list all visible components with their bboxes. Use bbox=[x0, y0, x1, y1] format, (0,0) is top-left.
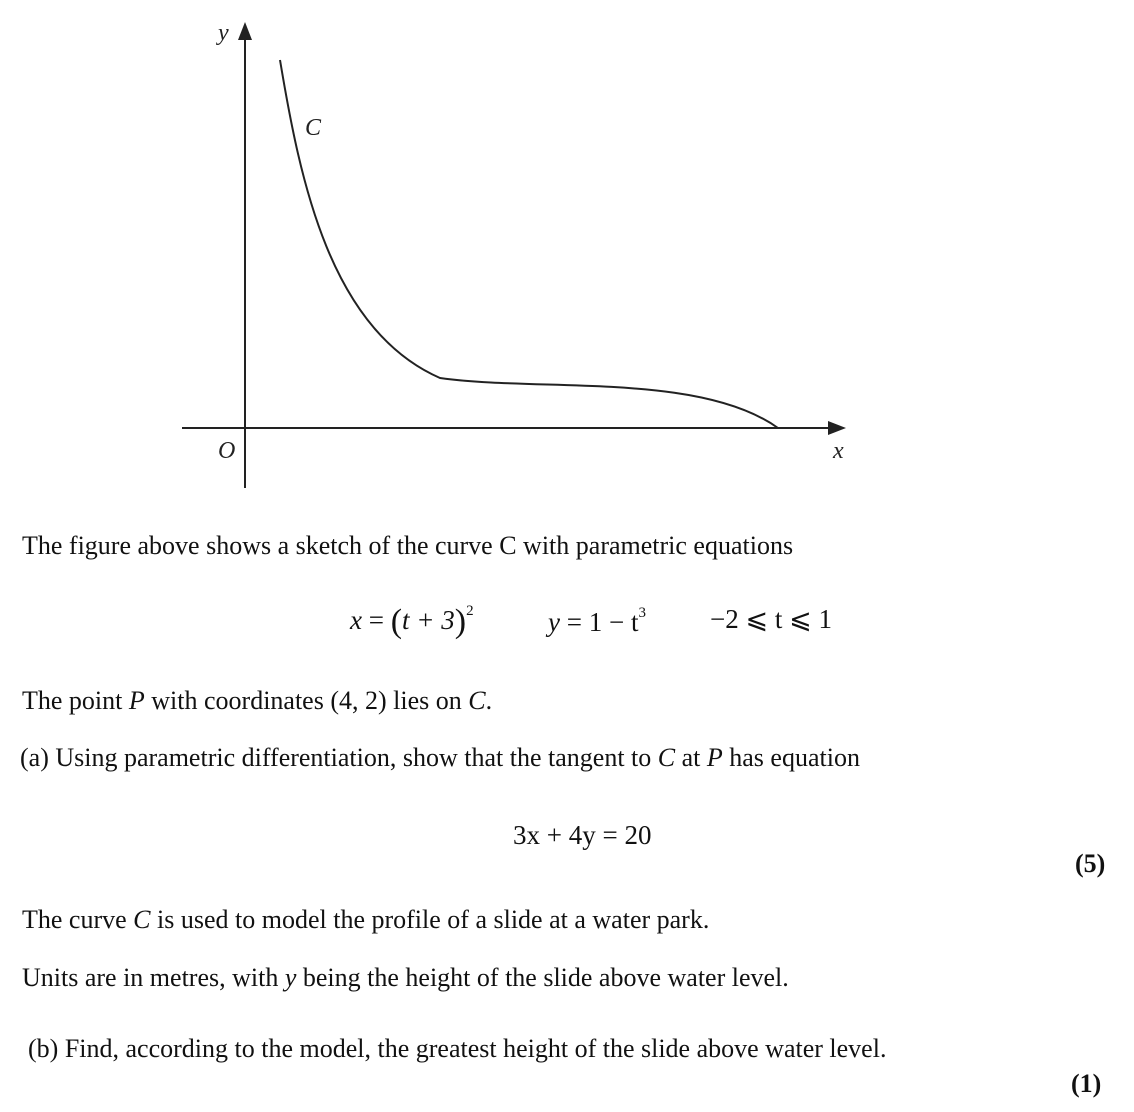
model-text-part2: is used to model the profile of a slide at a water park. bbox=[150, 905, 710, 934]
point-p: P bbox=[128, 686, 145, 715]
part-b-marks: (1) bbox=[1071, 1069, 1102, 1098]
model-text bbox=[22, 907, 709, 933]
point-text bbox=[22, 688, 492, 714]
y-axis-label: y bbox=[218, 20, 229, 46]
y-axis-arrow-icon bbox=[238, 22, 252, 40]
t-range: −2 ⩽ t ⩽ 1 bbox=[710, 604, 832, 634]
part-a-suffix: has equation bbox=[722, 743, 860, 772]
x-axis-arrow-icon bbox=[828, 421, 846, 435]
y-eq-rhs: 1 − t bbox=[588, 607, 639, 637]
curve-label: C bbox=[305, 115, 322, 141]
units-text bbox=[22, 965, 789, 991]
x-eq-lhs: x bbox=[350, 605, 362, 635]
y-equation: $y = 1 - t^3$ bbox=[548, 605, 646, 637]
x-eq-exponent: 2 bbox=[466, 603, 474, 619]
part-a-question bbox=[20, 745, 860, 771]
point-text-part1: The point bbox=[22, 686, 129, 715]
units-text-part2: being the height of the slide above water level. bbox=[296, 963, 789, 992]
model-text-curve: C bbox=[133, 905, 151, 934]
part-a-point: P bbox=[706, 743, 723, 772]
units-text-var: y bbox=[284, 963, 297, 992]
point-text-part3: . bbox=[485, 686, 493, 715]
y-eq-lhs: y bbox=[548, 607, 560, 637]
y-eq-exponent: 3 bbox=[638, 605, 646, 621]
x-equation: $x = (t + 3)^2$ bbox=[350, 603, 474, 640]
model-text-part1: The curve bbox=[22, 905, 134, 934]
part-a-marks: (5) bbox=[1075, 849, 1106, 878]
point-text-part2: with coordinates (4, 2) lies on bbox=[144, 686, 469, 715]
curve-c bbox=[280, 60, 778, 428]
part-a-mid: at bbox=[675, 743, 707, 772]
x-eq-inner: t + 3 bbox=[402, 605, 455, 635]
x-axis-label: x bbox=[833, 438, 844, 464]
curve-sketch-figure bbox=[0, 0, 1134, 500]
intro-text: The figure above shows a sketch of the curve C with parametric equations bbox=[22, 531, 794, 560]
part-b-question: (b) Find, according to the model, the greatest height of the slide above water level. bbox=[28, 1034, 887, 1063]
part-a-curve: C bbox=[657, 743, 676, 772]
tangent-equation: 3x + 4y = 20 bbox=[513, 820, 652, 850]
part-a-prefix: (a) Using parametric differentiation, show that the tangent to bbox=[20, 743, 658, 772]
point-text-curve: C bbox=[468, 686, 486, 715]
origin-label: O bbox=[218, 438, 236, 464]
units-text-part1: Units are in metres, with bbox=[22, 963, 285, 992]
